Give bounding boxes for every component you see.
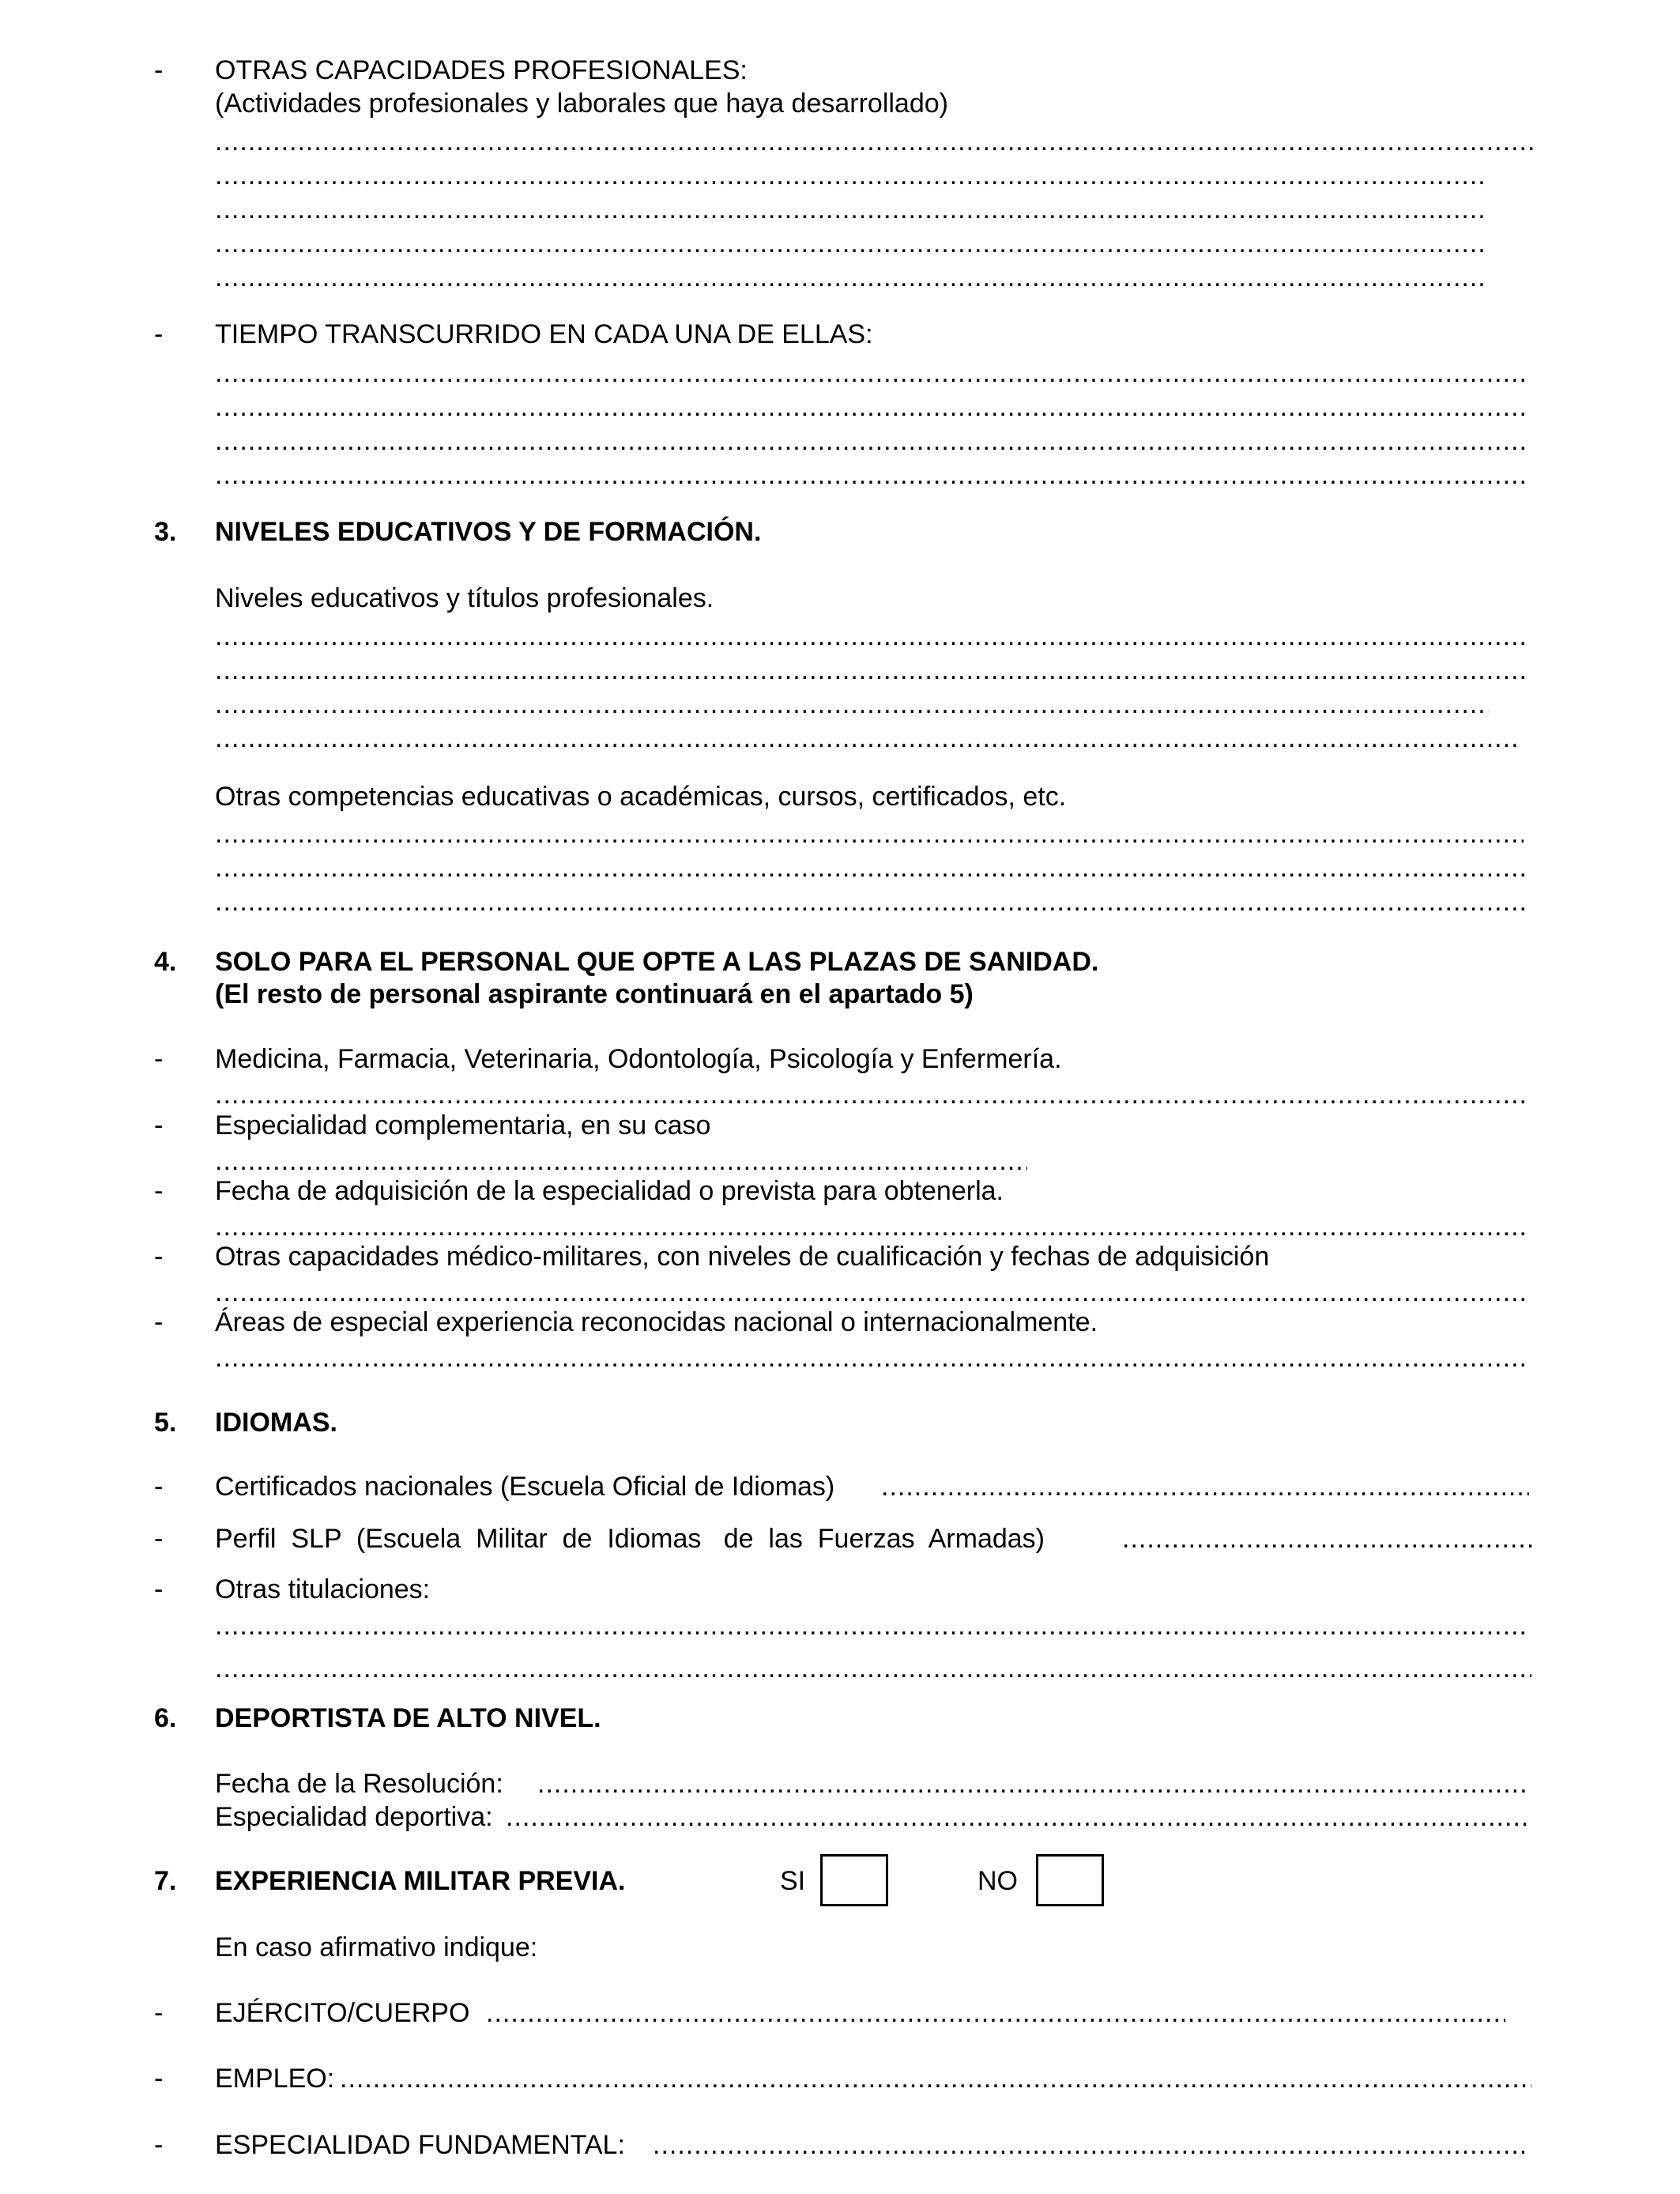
- deportista-fecha-line[interactable]: [537, 1770, 1530, 1797]
- bullet-dash: -: [154, 1574, 164, 1604]
- section-6-number: 6.: [154, 1703, 177, 1733]
- tiempo-transcurrido-title: TIEMPO TRANSCURRIDO EN CADA UNA DE ELLAS:: [215, 319, 873, 349]
- sanidad-item-fecha: Fecha de adquisición de la especialidad o prevista para obtenerla.: [215, 1176, 1004, 1206]
- section-7-title: EXPERIENCIA MILITAR PREVIA.: [215, 1866, 626, 1896]
- otras-capacidades-title: OTRAS CAPACIDADES PROFESIONALES:: [215, 55, 748, 85]
- otras-competencias-label: Otras competencias educativas o académicas, cursos, certificados, etc.: [215, 782, 1067, 812]
- ejercito-cuerpo-line[interactable]: [486, 2000, 1505, 2026]
- section-5-number: 5.: [154, 1408, 177, 1438]
- bullet-dash: -: [154, 1176, 164, 1206]
- otras-capacidades-subtitle: (Actividades profesionales y laborales que haya desarrollado): [215, 89, 948, 119]
- tiempo-line-1[interactable]: [215, 360, 1530, 386]
- otras-capacidades-line-5[interactable]: [215, 264, 1487, 291]
- bullet-dash: -: [154, 55, 164, 85]
- tiempo-line-3[interactable]: [215, 428, 1524, 454]
- idiomas-certificados-label: Certificados nacionales (Escuela Oficial de Idiomas): [215, 1472, 835, 1502]
- ejercito-cuerpo-label: EJÉRCITO/CUERPO: [215, 1998, 470, 2028]
- otras-competencias-line-1[interactable]: [215, 820, 1524, 847]
- deportista-especialidad-line[interactable]: [506, 1804, 1531, 1830]
- bullet-dash: -: [154, 1524, 164, 1554]
- especialidad-fundamental-label: ESPECIALIDAD FUNDAMENTAL:: [215, 2130, 625, 2160]
- bullet-dash: -: [154, 319, 164, 349]
- niveles-line-3[interactable]: [215, 691, 1489, 718]
- tiempo-line-2[interactable]: [215, 394, 1530, 420]
- otras-competencias-line-2[interactable]: [215, 854, 1530, 881]
- tiempo-line-4[interactable]: [215, 462, 1524, 488]
- sanidad-item-areas: Áreas de especial experiencia reconocidas nacional o internacionalmente.: [215, 1307, 1098, 1337]
- sanidad-especialidad-line[interactable]: [215, 1148, 1027, 1174]
- idiomas-otras-line-2[interactable]: [215, 1655, 1531, 1682]
- otras-capacidades-line-3[interactable]: [215, 196, 1487, 223]
- sanidad-areas-line[interactable]: [215, 1344, 1525, 1371]
- si-label: SI: [780, 1866, 806, 1896]
- sanidad-item-especialidad: Especialidad complementaria, en su caso: [215, 1110, 711, 1140]
- section-4-title: SOLO PARA EL PERSONAL QUE OPTE A LAS PLAZAS DE SANIDAD.: [215, 947, 1099, 977]
- bullet-dash: -: [154, 1472, 164, 1502]
- section-3-number: 3.: [154, 517, 177, 547]
- idiomas-otras-line-1[interactable]: [215, 1612, 1530, 1639]
- niveles-educativos-label: Niveles educativos y títulos profesionales.: [215, 583, 714, 613]
- otras-capacidades-line-1[interactable]: [215, 128, 1537, 155]
- niveles-line-1[interactable]: [215, 623, 1530, 650]
- sanidad-item-otras: Otras capacidades médico-militares, con niveles de cualificación y fechas de adquisición: [215, 1242, 1270, 1272]
- bullet-dash: -: [154, 1242, 164, 1272]
- sanidad-item-medicina: Medicina, Farmacia, Veterinaria, Odontología, Psicología y Enfermería.: [215, 1044, 1062, 1074]
- deportista-especialidad-label: Especialidad deportiva:: [215, 1802, 493, 1832]
- deportista-fecha-label: Fecha de la Resolución:: [215, 1769, 503, 1799]
- bullet-dash: -: [154, 1998, 164, 2028]
- idiomas-perfil-label: Perfil SLP (Escuela Militar de Idiomas de las Fuerzas Armadas): [215, 1524, 1045, 1554]
- no-label: NO: [977, 1866, 1018, 1896]
- bullet-dash: -: [154, 1307, 164, 1337]
- section-3-title: NIVELES EDUCATIVOS Y DE FORMACIÓN.: [215, 517, 762, 547]
- especialidad-fundamental-line[interactable]: [653, 2132, 1524, 2158]
- idiomas-certificados-line[interactable]: [881, 1473, 1529, 1500]
- idiomas-perfil-line[interactable]: [1122, 1525, 1533, 1552]
- section-4-number: 4.: [154, 947, 177, 977]
- idiomas-otras-label: Otras titulaciones:: [215, 1574, 431, 1604]
- sanidad-otras-line[interactable]: [215, 1279, 1525, 1306]
- otras-competencias-line-3[interactable]: [215, 888, 1530, 915]
- si-checkbox[interactable]: [820, 1854, 888, 1906]
- otras-capacidades-line-2[interactable]: [215, 162, 1487, 189]
- sanidad-medicina-line[interactable]: [215, 1081, 1525, 1108]
- bullet-dash: -: [154, 1110, 164, 1140]
- niveles-line-4[interactable]: [215, 725, 1517, 752]
- section-6-title: DEPORTISTA DE ALTO NIVEL.: [215, 1703, 601, 1733]
- sanidad-fecha-line[interactable]: [215, 1213, 1525, 1240]
- no-checkbox[interactable]: [1036, 1854, 1104, 1906]
- section-7-number: 7.: [154, 1866, 177, 1896]
- section-4-subtitle: (El resto de personal aspirante continuará en el apartado 5): [215, 979, 974, 1009]
- empleo-label: EMPLEO:: [215, 2064, 335, 2094]
- bullet-dash: -: [154, 2064, 164, 2094]
- empleo-line[interactable]: [340, 2065, 1531, 2092]
- section-5-title: IDIOMAS.: [215, 1408, 337, 1438]
- niveles-line-2[interactable]: [215, 657, 1530, 684]
- otras-capacidades-line-4[interactable]: [215, 230, 1487, 257]
- bullet-dash: -: [154, 2130, 164, 2160]
- bullet-dash: -: [154, 1044, 164, 1074]
- caso-afirmativo-label: En caso afirmativo indique:: [215, 1932, 538, 1962]
